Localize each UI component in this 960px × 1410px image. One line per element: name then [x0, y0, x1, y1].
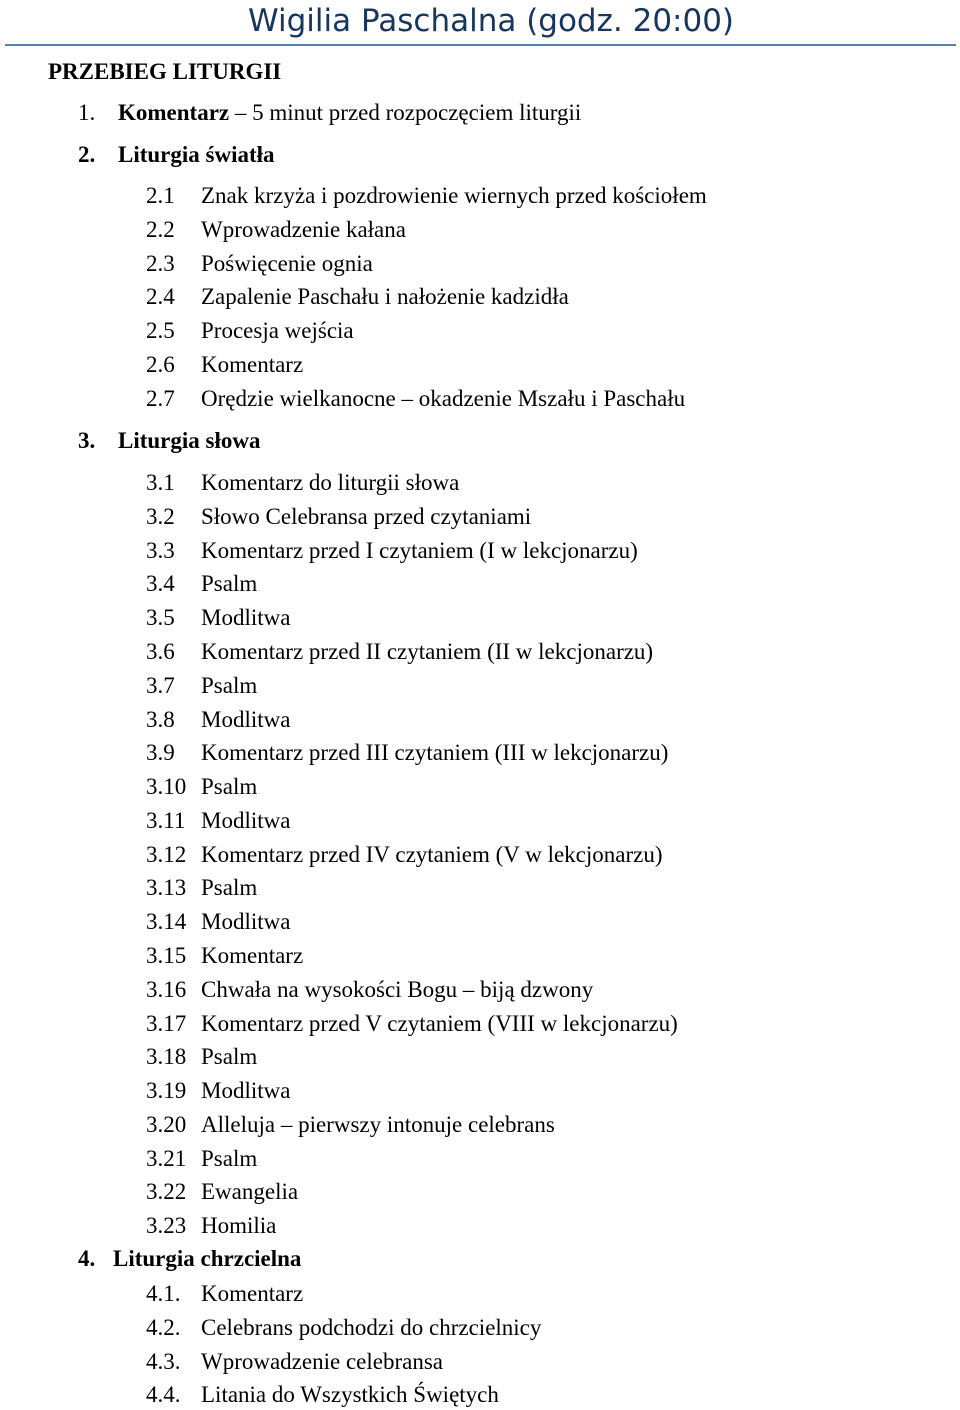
item-number: 3.22: [146, 1179, 187, 1204]
item-text: Psalm: [201, 673, 258, 698]
outline-item: [146, 1110, 926, 1140]
header-divider: [5, 44, 956, 46]
item-text: Wprowadzenie kałana: [201, 217, 406, 242]
item-text: Chwała na wysokości Bogu – biją dzwony: [201, 977, 594, 1002]
outline-item: [146, 1313, 926, 1343]
section-title-line: [118, 426, 260, 456]
item-number: 2.3: [146, 251, 175, 276]
item-text: Psalm: [201, 571, 258, 596]
section-title: Liturgia chrzcielna: [113, 1246, 302, 1271]
item-number: 2.6: [146, 352, 175, 377]
outline-item: [146, 1042, 926, 1072]
item-text: Celebrans podchodzi do chrzcielnicy: [201, 1315, 542, 1340]
item-text: Ewangelia: [201, 1179, 299, 1204]
item-number: 4.2.: [146, 1315, 181, 1340]
item-text: Znak krzyża i pozdrowienie wiernych przed kościołem: [201, 183, 707, 208]
item-text: Litania do Wszystkich Świętych: [201, 1382, 499, 1407]
section-title: Liturgia słowa: [118, 428, 261, 453]
item-number: 4.4.: [146, 1382, 181, 1407]
outline-item: [146, 1380, 926, 1410]
item-number: 3.7: [146, 673, 175, 698]
item-number: 3.15: [146, 943, 187, 968]
item-text: Psalm: [201, 1044, 258, 1069]
item-number: 2.7: [146, 386, 175, 411]
section-heading: [78, 98, 878, 128]
item-text: Modlitwa: [201, 1078, 291, 1103]
item-number: 4.3.: [146, 1349, 181, 1374]
section-title-line: [113, 1244, 301, 1274]
item-text: Komentarz: [201, 352, 304, 377]
outline-item: [146, 181, 926, 211]
page-header-title: Wigilia Paschalna (godz. 20:00): [248, 3, 735, 39]
section-heading: [78, 140, 878, 170]
item-number: 3.4: [146, 571, 175, 596]
item-text: Komentarz do liturgii słowa: [201, 470, 460, 495]
item-number: 3.9: [146, 740, 175, 765]
item-number: 2.2: [146, 217, 175, 242]
outline-item: [146, 384, 926, 414]
item-number: 2.5: [146, 318, 175, 343]
item-text: Poświęcenie ognia: [201, 251, 373, 276]
outline-item: [146, 282, 926, 312]
item-text: Komentarz przed III czytaniem (III w lekcjonarzu): [201, 740, 669, 765]
section-title-line: [118, 98, 581, 128]
outline-item: [146, 873, 926, 903]
item-number: 3.19: [146, 1078, 187, 1103]
item-number: 3.10: [146, 774, 187, 799]
item-text: Alleluja – pierwszy intonuje celebrans: [201, 1112, 555, 1137]
outline-item: [146, 215, 926, 245]
item-text: Komentarz: [201, 1281, 304, 1306]
item-text: Procesja wejścia: [201, 318, 354, 343]
outline-item: [146, 907, 926, 937]
outline-item: [146, 975, 926, 1005]
section-title: Liturgia światła: [118, 142, 275, 167]
section-heading: [78, 426, 878, 456]
outline-item: [146, 772, 926, 802]
outline-item: [146, 1076, 926, 1106]
item-number: 3.23: [146, 1213, 187, 1238]
item-number: 3.3: [146, 538, 175, 563]
outline-item: [146, 705, 926, 735]
section-heading: [78, 1244, 878, 1274]
outline-item: [146, 316, 926, 346]
section-title-line: [118, 140, 275, 170]
outline-item: [146, 1279, 926, 1309]
item-number: 3.13: [146, 875, 187, 900]
item-text: Modlitwa: [201, 707, 291, 732]
outline-item: [146, 502, 926, 532]
item-number: 3.14: [146, 909, 187, 934]
section-title: Komentarz: [118, 100, 230, 125]
item-text: Psalm: [201, 875, 258, 900]
outline-item: [146, 637, 926, 667]
section-number: 3.: [78, 428, 96, 453]
section-number: 2.: [78, 142, 96, 167]
outline-item: [146, 738, 926, 768]
item-text: Modlitwa: [201, 909, 291, 934]
item-number: 2.4: [146, 284, 175, 309]
item-text: Modlitwa: [201, 605, 291, 630]
section-note: – 5 minut przed rozpoczęciem liturgii: [229, 100, 582, 125]
outline-item: [146, 1144, 926, 1174]
outline-item: [146, 806, 926, 836]
outline-item: [146, 1177, 926, 1207]
item-text: Słowo Celebransa przed czytaniami: [201, 504, 532, 529]
item-number: 3.16: [146, 977, 187, 1002]
item-number: 3.1: [146, 470, 175, 495]
item-number: 3.17: [146, 1011, 187, 1036]
item-text: Psalm: [201, 774, 258, 799]
outline-item: [146, 569, 926, 599]
outline-item: [146, 350, 926, 380]
item-number: 3.5: [146, 605, 175, 630]
item-text: Wprowadzenie celebransa: [201, 1349, 443, 1374]
outline-item: [146, 840, 926, 870]
outline-item: [146, 603, 926, 633]
item-number: 3.20: [146, 1112, 187, 1137]
outline-item: [146, 536, 926, 566]
item-number: 3.21: [146, 1146, 187, 1171]
outline-item: [146, 1009, 926, 1039]
item-text: Modlitwa: [201, 808, 291, 833]
item-number: 2.1: [146, 183, 175, 208]
outline-item: [146, 1347, 926, 1377]
item-text: Komentarz przed I czytaniem (I w lekcjonarzu): [201, 538, 638, 563]
item-number: 3.8: [146, 707, 175, 732]
item-number: 3.2: [146, 504, 175, 529]
item-number: 4.1.: [146, 1281, 181, 1306]
item-number: 3.6: [146, 639, 175, 664]
outline-item: [146, 468, 926, 498]
item-number: 3.18: [146, 1044, 187, 1069]
item-text: Orędzie wielkanocne – okadzenie Mszału i Paschału: [201, 386, 686, 411]
outline-item: [146, 249, 926, 279]
item-text: Komentarz: [201, 943, 304, 968]
item-number: 3.12: [146, 842, 187, 867]
item-text: Zapalenie Paschału i nałożenie kadzidła: [201, 284, 569, 309]
item-text: Komentarz przed II czytaniem (II w lekcjonarzu): [201, 639, 654, 664]
item-text: Komentarz przed IV czytaniem (V w lekcjonarzu): [201, 842, 663, 867]
section-number: 4.: [78, 1246, 96, 1271]
outline-item: [146, 671, 926, 701]
item-number: 3.11: [146, 808, 186, 833]
item-text: Psalm: [201, 1146, 258, 1171]
outline-item: [146, 941, 926, 971]
item-text: Homilia: [201, 1213, 277, 1238]
document-heading: PRZEBIEG LITURGII: [48, 59, 282, 84]
outline-item: [146, 1211, 926, 1241]
item-text: Komentarz przed V czytaniem (VIII w lekcjonarzu): [201, 1011, 678, 1036]
section-number: 1.: [78, 100, 96, 125]
